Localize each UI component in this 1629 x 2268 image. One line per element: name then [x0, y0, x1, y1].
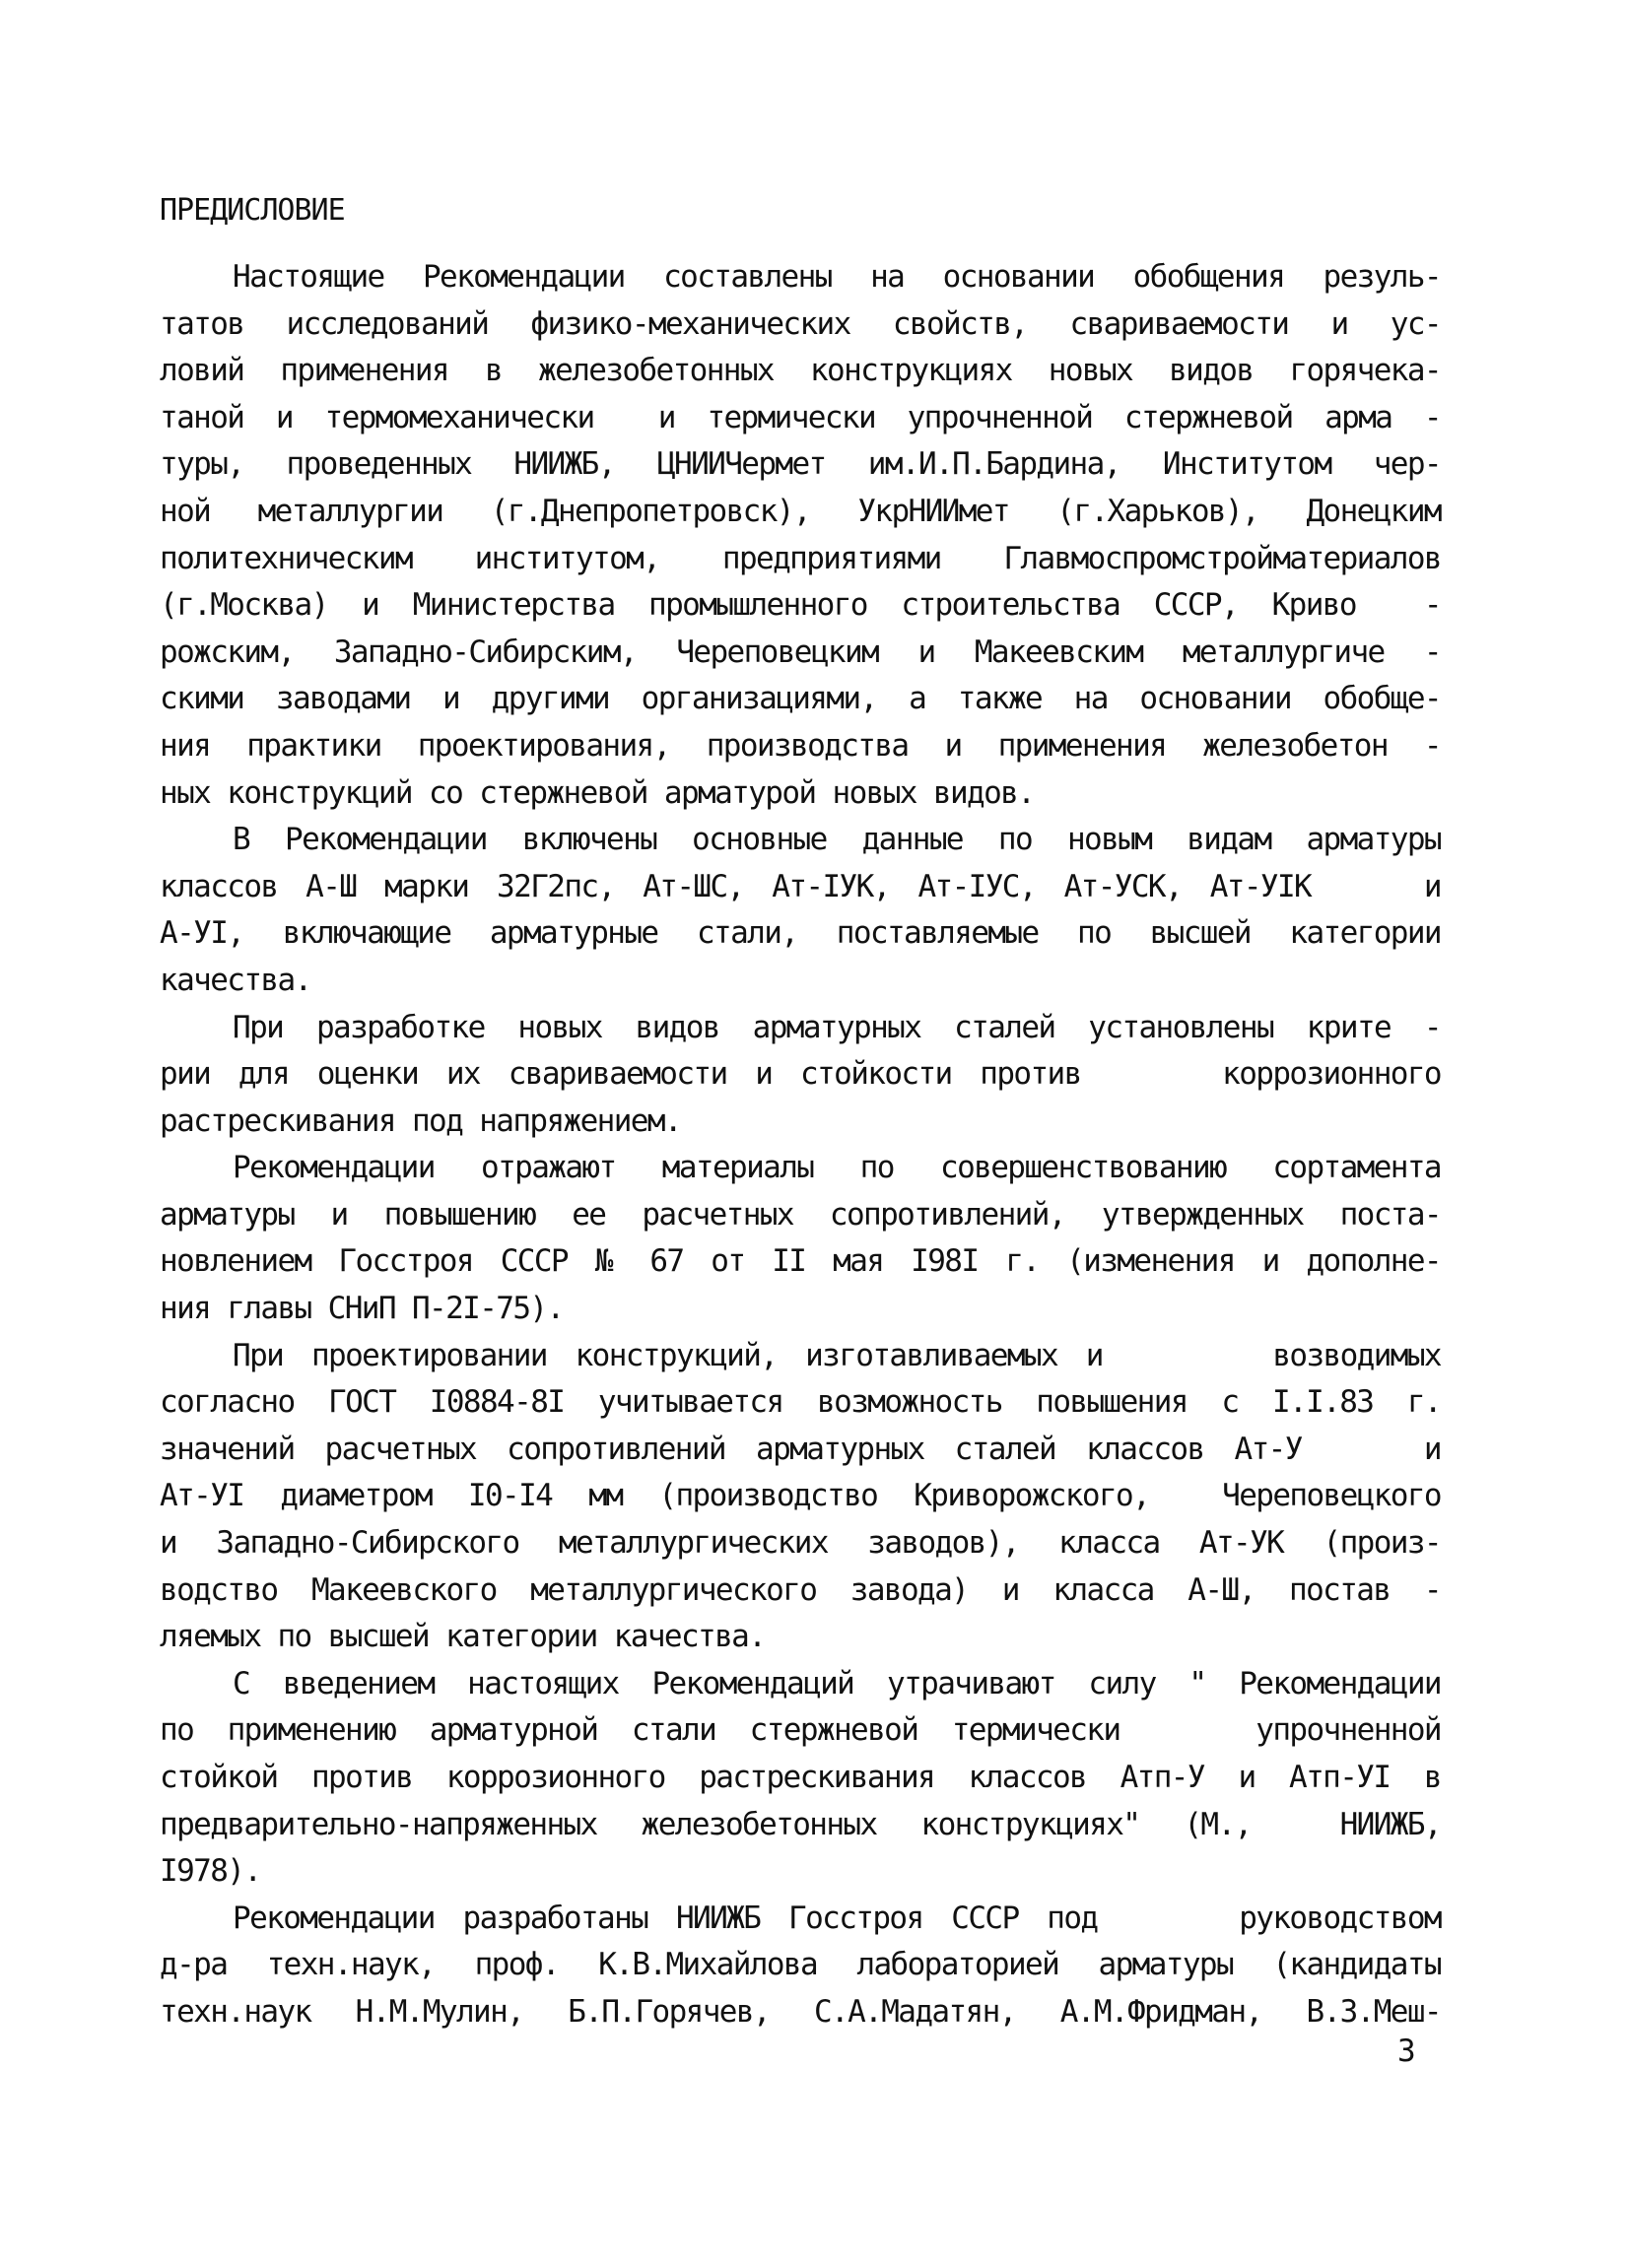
text-line: стойкой против коррозионного растрескивания классов Атп-У и Атп-УI в [160, 1760, 1441, 1795]
text-line: таной и термомеханически и термически упрочненной стержневой арма - [160, 399, 1441, 435]
text-line: рожским, Западно-Сибирским, Череповецким и Макеевским металлургиче - [160, 634, 1441, 670]
text-line: А-УI, включающие арматурные стали, поставляемые по высшей категории [160, 915, 1441, 952]
text-line: При разработке новых видов арматурных сталей установлены крите - [233, 1009, 1441, 1045]
text-line: ловий применения в железобетонных конструкциях новых видов горячека- [160, 353, 1441, 389]
text-line: качества. [160, 962, 311, 998]
text-line: I978). [160, 1853, 261, 1890]
text-line: ных конструкций со стержневой арматурой новых видов. [160, 774, 1035, 811]
text-line: (г.Москва) и Министерства промышленного строительства СССР, Криво - [160, 587, 1441, 624]
text-line: Рекомендации отражают материалы по совершенствованию сортамента [233, 1150, 1441, 1186]
page-title: ПРЕДИСЛОВИЕ [160, 193, 345, 228]
page-number: 3 [1397, 2034, 1416, 2069]
text-line: новлением Госстроя СССР № 67 от II мая I98I г. (изменения и дополне- [160, 1243, 1441, 1280]
text-line: предварительно-напряженных железобетонных конструкциях" (М., НИИЖБ, [160, 1806, 1441, 1842]
text-line: Настоящие Рекомендации составлены на основании обобщения резуль- [233, 259, 1441, 295]
text-line: ния практики проектирования, производства и применения железобетон - [160, 727, 1441, 764]
text-line: классов А-Ш марки 32Г2пс, Ат-ШС, Ат-IУК, Ат-IУС, Ат-УСК, Ат-УIК и [160, 868, 1441, 904]
text-line: политехническим институтом, предприятиями Главмоспромстройматериалов [160, 540, 1441, 576]
text-line: С введением настоящих Рекомендаций утрачивают силу " Рекомендации [233, 1665, 1441, 1701]
text-line: по применению арматурной стали стержневой термически упрочненной [160, 1712, 1441, 1749]
text-line: д-ра техн.наук, проф. К.В.Михайлова лабораторией арматуры (кандидаты [160, 1947, 1441, 1983]
text-line: согласно ГОСТ I0884-8I учитывается возможность повышения с I.I.83 г. [160, 1384, 1441, 1421]
text-line: татов исследований физико-механических свойств, свариваемости и ус- [160, 305, 1441, 342]
text-line: рии для оценки их свариваемости и стойкости против коррозионного [160, 1056, 1441, 1093]
text-line: ной металлургии (г.Днепропетровск), УкрНИИмет (г.Харьков), Донецким [160, 493, 1441, 529]
text-line: и Западно-Сибирского металлургических заводов), класса Ат-УК (произ- [160, 1525, 1441, 1562]
text-line: скими заводами и другими организациями, а также на основании обобще- [160, 681, 1441, 717]
preface-body [160, 254, 1441, 2036]
text-line: Рекомендации разработаны НИИЖБ Госстроя СССР под руководством [233, 1900, 1441, 1936]
text-line: Ат-УI диаметром I0-I4 мм (производство Криворожского, Череповецкого [160, 1478, 1441, 1514]
text-line: техн.наук Н.М.Мулин, Б.П.Горячев, С.А.Мадатян, А.М.Фридман, В.З.Меш- [160, 1993, 1441, 2030]
text-line: водство Макеевского металлургического завода) и класса А-Ш, постав - [160, 1571, 1441, 1608]
text-line: арматуры и повышению ее расчетных сопротивлений, утвержденных поста- [160, 1196, 1441, 1233]
text-line: ния главы СНиП П-2I-75). [160, 1291, 564, 1327]
text-line: В Рекомендации включены основные данные по новым видам арматуры [233, 822, 1441, 858]
text-line: значений расчетных сопротивлений арматурных сталей классов Ат-У и [160, 1431, 1441, 1467]
text-line: растрескивания под напряжением. [160, 1102, 681, 1139]
text-line: туры, проведенных НИИЖБ, ЦНИИЧермет им.И.П.Бардина, Институтом чер- [160, 446, 1441, 483]
text-line: При проектировании конструкций, изготавливаемых и возводимых [233, 1337, 1441, 1373]
text-line: ляемых по высшей категории качества. [160, 1619, 766, 1655]
